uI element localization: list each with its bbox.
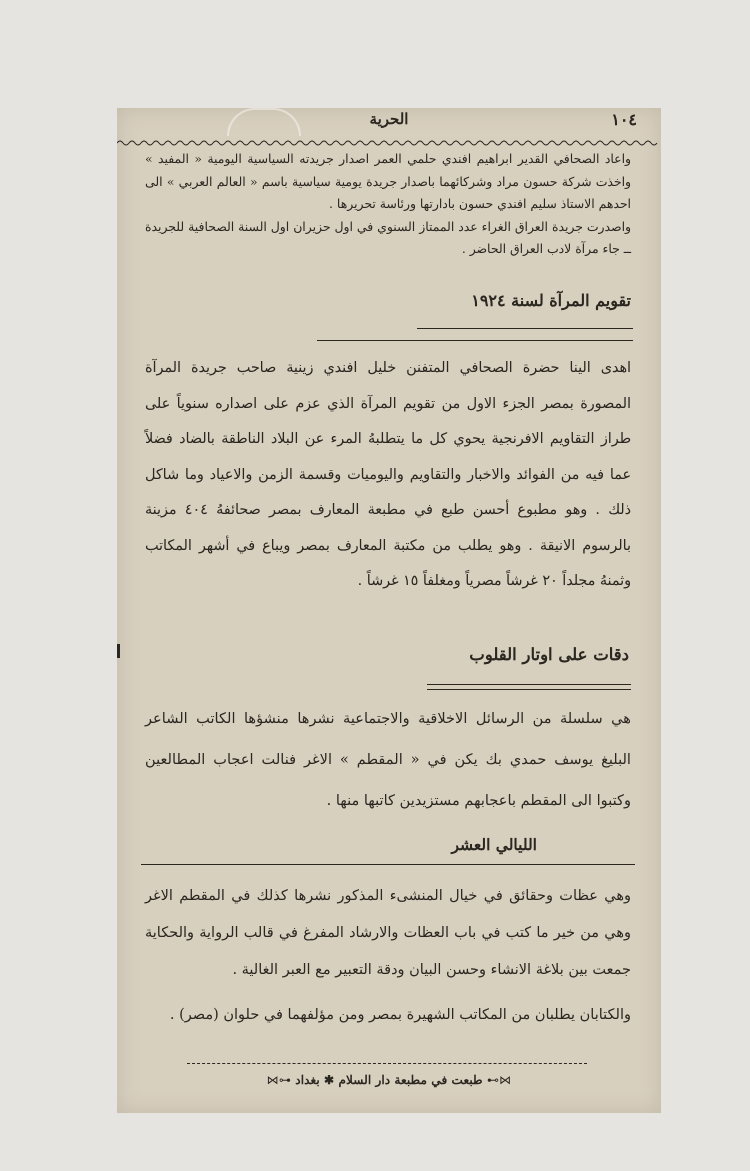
section-rule	[317, 340, 633, 341]
printer-imprint	[117, 1073, 661, 1087]
footer-rule	[187, 1063, 587, 1064]
section-title: تقويم المرآة لسنة ١٩٢٤	[471, 291, 631, 310]
section-rule	[417, 328, 633, 329]
section-title: دقات على اوتار القلوب	[469, 645, 629, 664]
edge-mark	[117, 644, 120, 658]
news-paragraph: واصدرت جريدة العراق الغراء عدد الممتاز السنوي في اول حزيران اول السنة الصحافية للجريدة ــ جاء مرآة لادب العراق الحاضر .	[145, 218, 631, 257]
page-header	[117, 108, 661, 136]
section-body	[145, 878, 631, 1034]
section-rule	[427, 684, 631, 685]
section-body: هي سلسلة من الرسائل الاخلاقية والاجتماعية نشرها منشؤها الكاتب الشاعر البليغ يوسف حمدي بك يكن في « المقطم » الاغر فنالت اعجاب المطالعين وكتبوا الى المقطم باعجابهم مستزيدين كاتبها منها .	[145, 710, 631, 809]
section-body: اهدى الينا حضرة الصحافي المتفنن خليل افندي زينية صاحب جريدة المرآة المصورة بمصر الجزء الاول من تقويم المرآة الذي عزم على اصداره سنوياً على طراز التقاويم الافرنجية يحوي كل ما يتطلبهُ المرء عن البلاد الناطقة بالضاد فضلاً عما فيه من الفوائد والاخبار والتقاويم واليوميات وقسمة الزمن والاعياد وما شاكل ذلك . وهو مطبوع أحسن طبع في مطبعة المعارف بمصر صحائفهُ ٤٠٤ مزينة بالرسوم الانيقة . وهو يطلب من مكتبة المعارف بمصر ويباع في أشهر المكاتب وثمنهُ مجلداً ٢٠ غرشاً مصرياً ومغلفاً ١٥ غرشاً .	[145, 360, 631, 589]
ornament-icon: ⋈⊶	[486, 1073, 512, 1087]
news-items	[145, 148, 631, 261]
header-wavy-rule	[117, 139, 661, 147]
section-title: الليالي العشر	[451, 835, 537, 854]
page-number: ١٠٤	[611, 110, 637, 129]
section-rule	[141, 864, 635, 865]
section-rule	[427, 689, 631, 690]
section-paragraph: وهي عظات وحقائق في خيال المنشىء المذكور نشرها كذلك في المقطم الاغر وهي من خير ما كتب في باب العظات والارشاد المفرغ في قالب الرواية والحكاية جمعت بين بلاغة الانشاء وحسن البيان ودقة التعبير مع العبر الغالية .	[145, 888, 631, 978]
scanned-page	[117, 108, 661, 1113]
imprint-text: طبعت في مطبعة دار السلام ✱ بغداد	[295, 1073, 483, 1087]
journal-name: الحرية	[369, 110, 409, 128]
availability-note: والكتابان يطلبان من المكاتب الشهيرة بمصر ومن مؤلفهما في حلوان (مصر) .	[169, 1007, 631, 1023]
ornament-icon: ⊷⋈	[266, 1073, 292, 1087]
news-paragraph: واعاد الصحافي القدير ابراهيم افندي حلمي العمر اصدار جريدته السياسية اليومية « المفيد » واخذت شركة حسون مراد وشركائهما باصدار جريدة يومية سياسية باسم « العالم العربي » الى احدهم الاستاذ سليم افندي حسون بادارتها ورئاسة تحريرها .	[145, 151, 631, 212]
